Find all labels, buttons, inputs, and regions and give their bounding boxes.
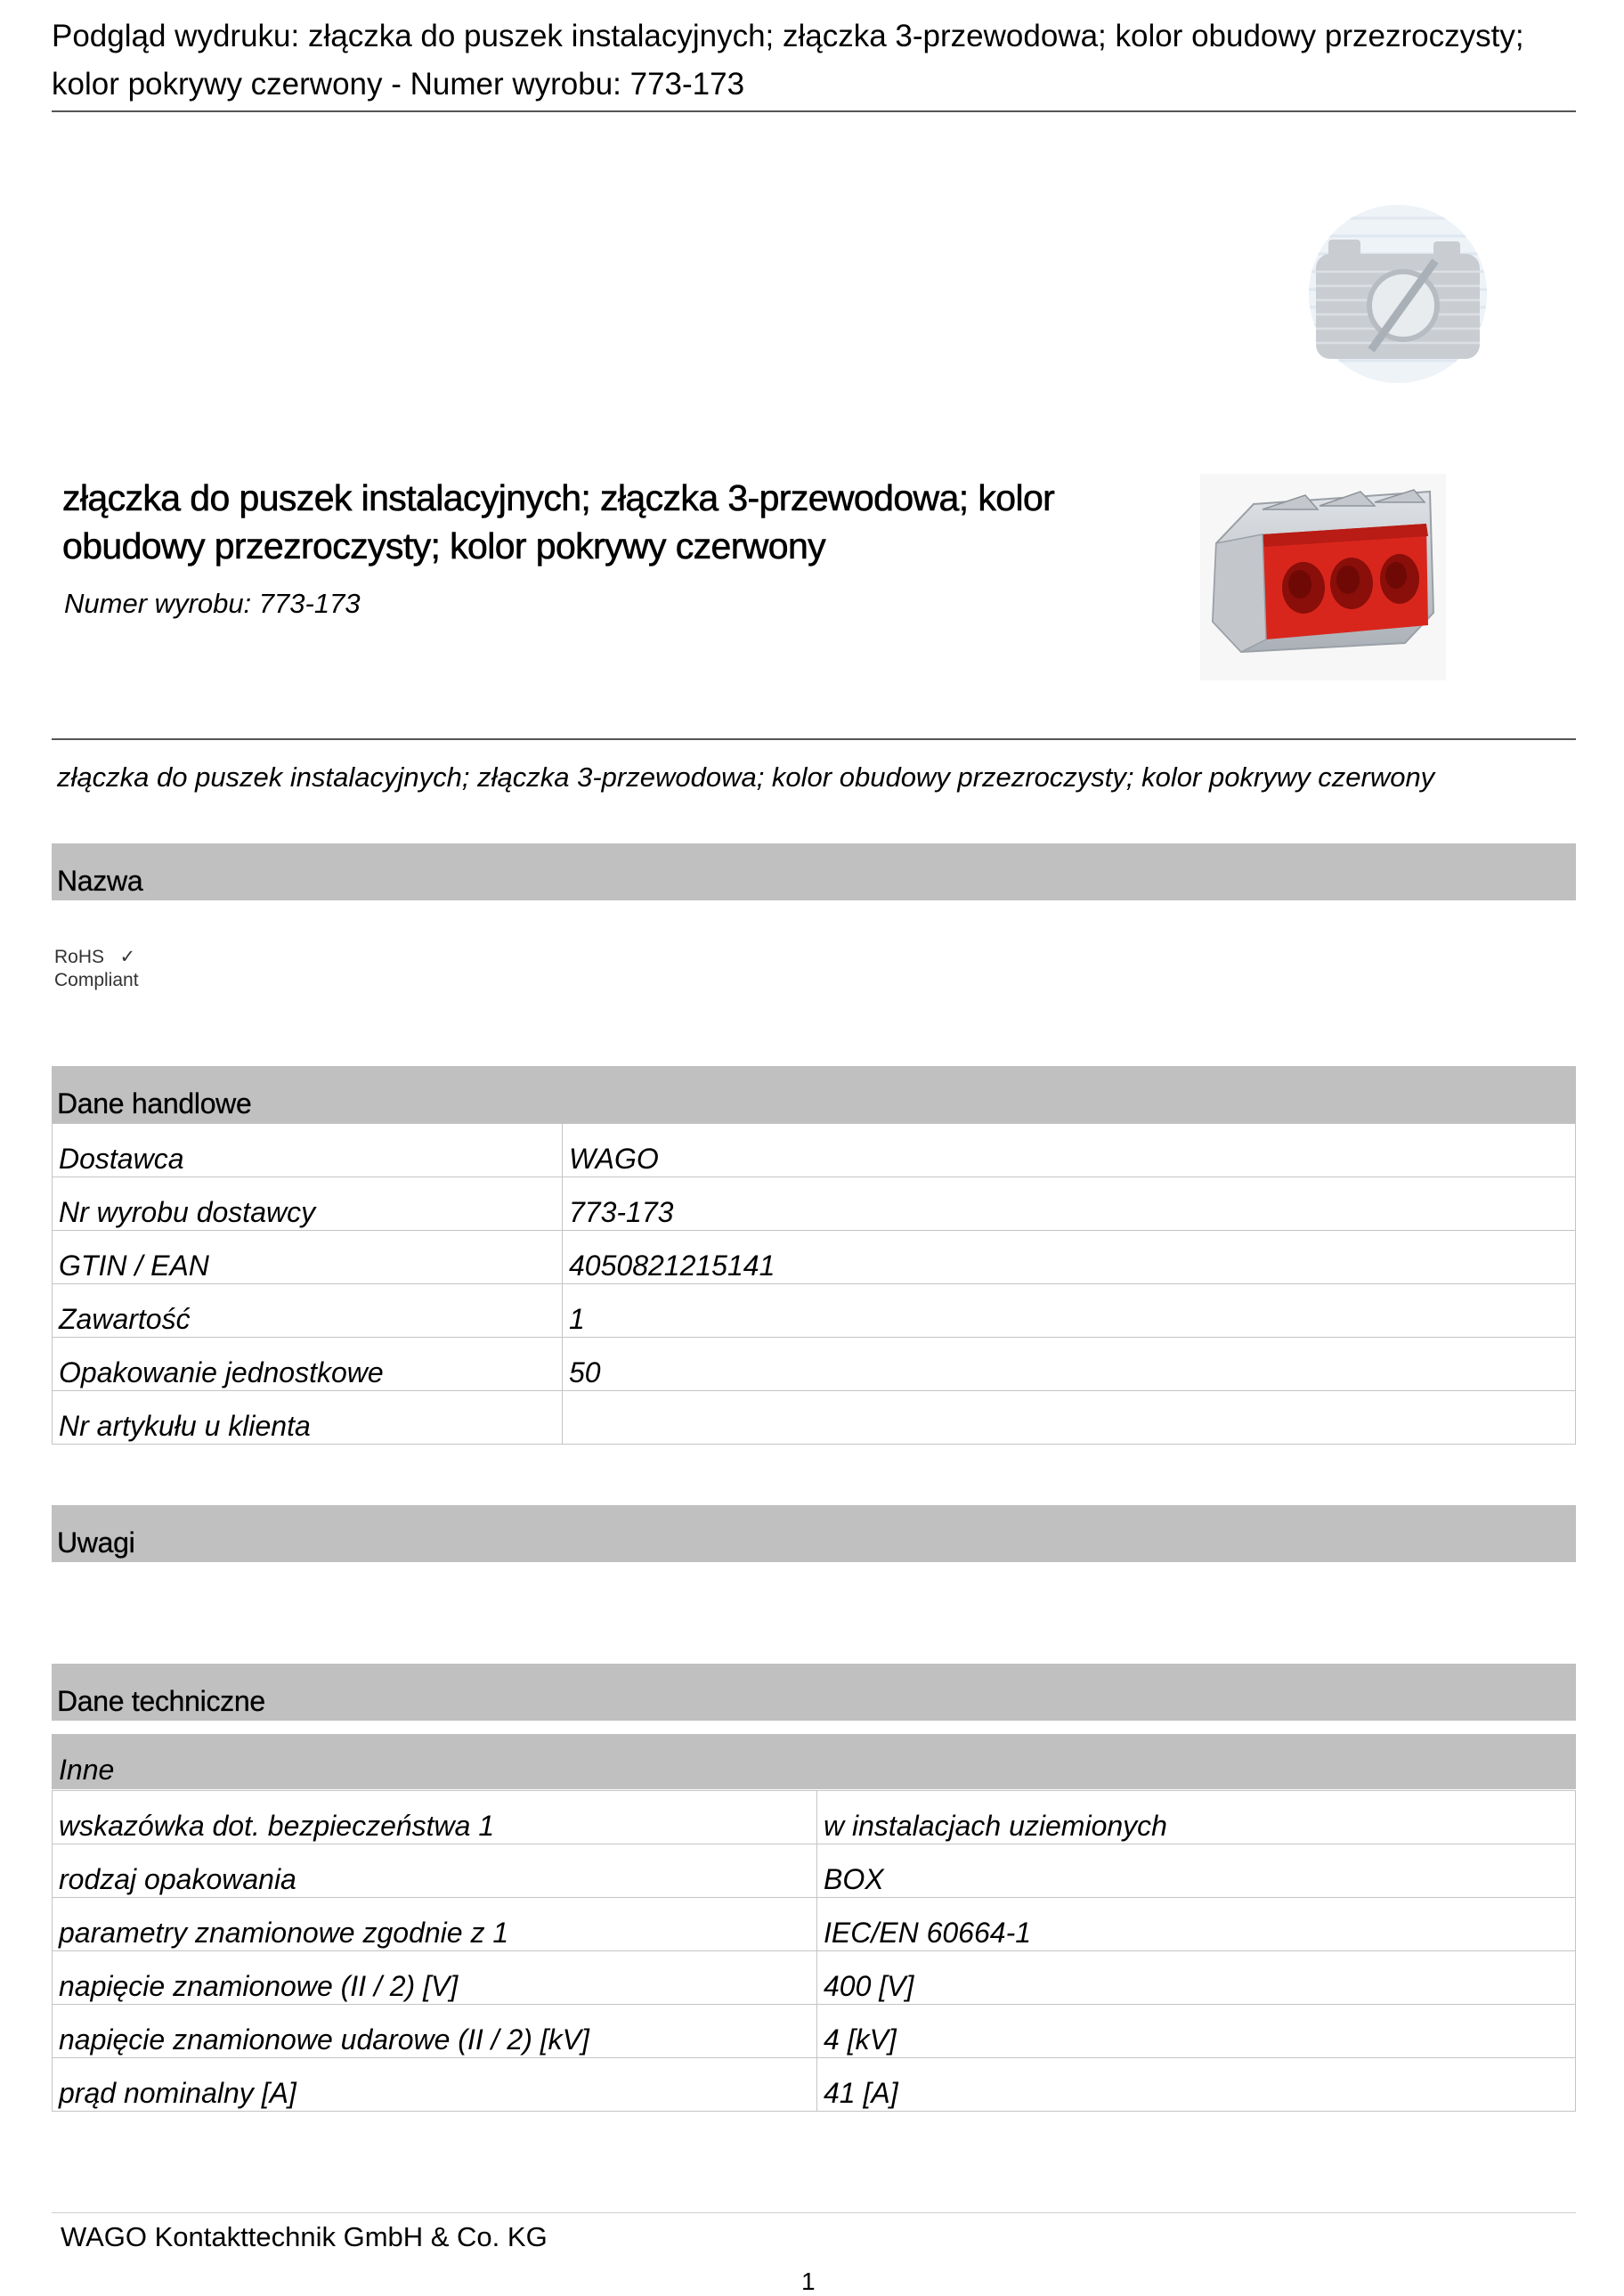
print-preview-header: [52, 12, 1574, 109]
table-cell-value: 400 [V]: [817, 1951, 1576, 2005]
table-row: [53, 1791, 1576, 1844]
section-title-nazwa: Nazwa: [57, 865, 143, 897]
table-row: [53, 2058, 1576, 2112]
table-cell-value: WAGO: [563, 1124, 1576, 1177]
header-line-1: Podgląd wydruku: złączka do puszek instalacyjnych; złączka 3-przewodowa; kolor obudowy przezroczysty;: [52, 19, 1524, 53]
table-row: [53, 1124, 1576, 1177]
table-cell-value: w instalacjach uziemionych: [817, 1791, 1576, 1844]
table-row: [53, 1898, 1576, 1951]
table-cell-label: GTIN / EAN: [53, 1231, 563, 1284]
check-icon: ✓: [119, 947, 136, 967]
table-cell-label: Zawartość: [53, 1284, 563, 1338]
table-row: [53, 1177, 1576, 1231]
table-row: [53, 1391, 1576, 1445]
table-row: [53, 1844, 1576, 1898]
table-row: [53, 1284, 1576, 1338]
table-cell-label: Dostawca: [53, 1124, 563, 1177]
technical-data-table: [52, 1790, 1576, 2112]
no-photo-camera-icon: [1309, 200, 1487, 387]
table-cell-value: 50: [563, 1338, 1576, 1391]
section-header-dane-handlowe: [52, 1066, 1576, 1123]
table-row: [53, 1231, 1576, 1284]
table-cell-label: Nr wyrobu dostawcy: [53, 1177, 563, 1231]
section-header-dane-techniczne: [52, 1664, 1576, 1721]
table-cell-label: napięcie znamionowe (II / 2) [V]: [53, 1951, 817, 2005]
section-title-dane-handlowe: Dane handlowe: [57, 1087, 252, 1120]
section-header-nazwa: [52, 843, 1576, 900]
header-line-2: kolor pokrywy czerwony - Numer wyrobu: 773-173: [52, 67, 745, 102]
commercial-data-table: [52, 1123, 1576, 1445]
section-header-uwagi: [52, 1505, 1576, 1562]
rohs-label: RoHS: [54, 947, 105, 967]
table-cell-value: BOX: [817, 1844, 1576, 1898]
table-cell-label: parametry znamionowe zgodnie z 1: [53, 1898, 817, 1951]
table-cell-value: 41 [A]: [817, 2058, 1576, 2112]
table-row: [53, 1951, 1576, 2005]
table-cell-label: Opakowanie jednostkowe: [53, 1338, 563, 1391]
table-cell-label: rodzaj opakowania: [53, 1844, 817, 1898]
table-cell-value: 4 [kV]: [817, 2005, 1576, 2058]
rohs-compliant-label: Compliant: [54, 970, 139, 990]
table-row: [53, 2005, 1576, 2058]
table-row: [53, 1338, 1576, 1391]
page-number: 1: [801, 2268, 816, 2295]
rohs-compliant-badge: [54, 946, 139, 992]
section-divider: [52, 738, 1576, 740]
table-cell-value: 1: [563, 1284, 1576, 1338]
table-cell-label: prąd nominalny [A]: [53, 2058, 817, 2112]
footer-company: WAGO Kontakttechnik GmbH & Co. KG: [61, 2221, 548, 2252]
table-cell-value: 773-173: [563, 1177, 1576, 1231]
product-description: złączka do puszek instalacyjnych; złączka 3-przewodowa; kolor obudowy przezroczysty; kolor pokrywy czerwony: [57, 761, 1435, 793]
table-cell-value: 4050821215141: [563, 1231, 1576, 1284]
subsection-title-inne: Inne: [59, 1754, 115, 1786]
product-title-line-2: obudowy przezroczysty; kolor pokrywy czerwony: [62, 525, 826, 566]
product-number: Numer wyrobu: 773-173: [64, 588, 361, 619]
table-cell-label: napięcie znamionowe udarowe (II / 2) [kV]: [53, 2005, 817, 2058]
table-cell-label: wskazówka dot. bezpieczeństwa 1: [53, 1791, 817, 1844]
table-cell-label: Nr artykułu u klienta: [53, 1391, 563, 1445]
header-divider: [52, 110, 1576, 112]
table-cell-value: IEC/EN 60664-1: [817, 1898, 1576, 1951]
table-cell-value: [563, 1391, 1576, 1445]
subsection-header-inne: [52, 1734, 1576, 1789]
section-title-uwagi: Uwagi: [57, 1527, 135, 1559]
product-title: [62, 474, 1166, 570]
footer-divider: [52, 2212, 1576, 2213]
connector-product-image: [1200, 474, 1446, 680]
product-title-line-1: złączka do puszek instalacyjnych; złączka 3-przewodowa; kolor: [62, 477, 1055, 518]
section-title-dane-techniczne: Dane techniczne: [57, 1685, 265, 1717]
